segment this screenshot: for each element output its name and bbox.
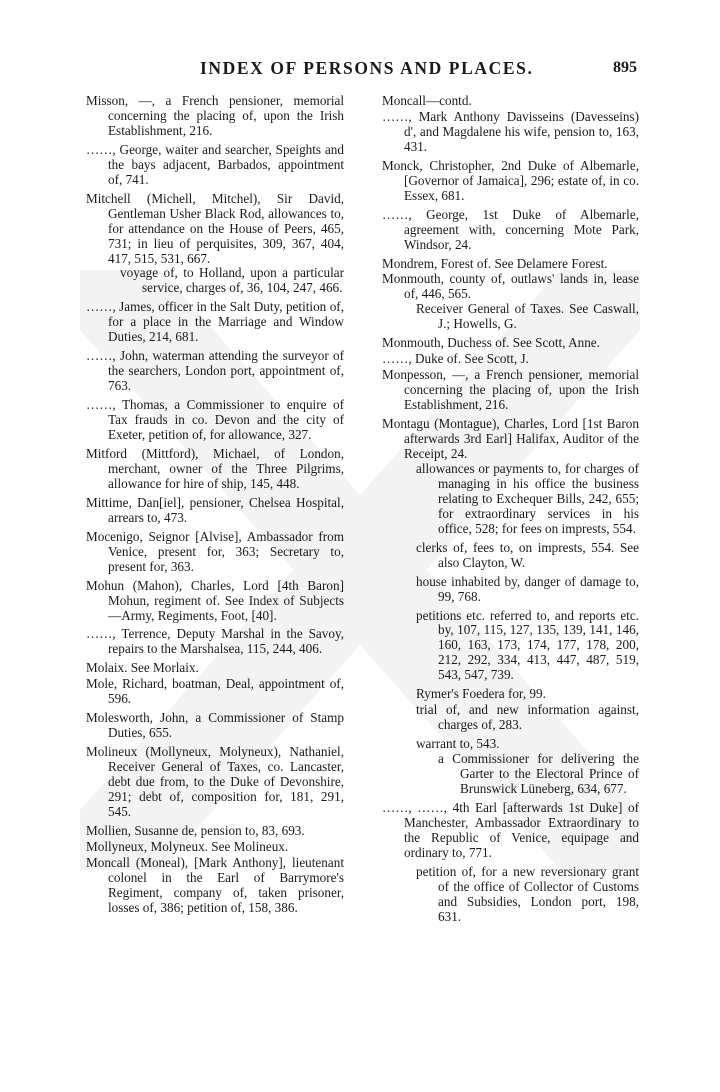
index-entry: ……, George, 1st Duke of Albemarle, agreement with, concerning Mote Park, Windsor, 24. — [382, 206, 639, 252]
index-entry: Moncall—contd. — [382, 93, 472, 108]
index-subentry: clerks of, fees to, on imprests, 554. See also Clayton, W. — [416, 539, 639, 570]
page-title: INDEX OF PERSONS AND PLACES. — [200, 58, 534, 78]
index-entry: Mittime, Dan[iel], pensioner, Chelsea Hospital, arrears to, 473. — [86, 494, 344, 525]
index-entry: Mollyneux, Molyneux. See Molineux. — [86, 838, 289, 854]
index-subentry: warrant to, 543. — [416, 736, 500, 752]
index-entry: Monpesson, —, a French pensioner, memorial concerning the placing of, upon the Irish Establishment, 216. — [382, 367, 639, 413]
index-entry: Mohun (Mahon), Charles, Lord [4th Baron] Mohun, regiment of. See Index of Subjects—Army, Regiments, Foot, [40]. — [86, 577, 344, 623]
left-column — [86, 94, 344, 920]
index-entry: Montagu (Montague), Charles, Lord [1st Baron afterwards 3rd Earl] Halifax, Auditor of the Receipt, 24. — [382, 416, 639, 461]
index-entry: Mitford (Mittford), Michael, of London, merchant, owner of the Three Pilgrims, allowance for hire of ship, 145, 448. — [86, 445, 344, 491]
index-entry: ……, James, officer in the Salt Duty, petition of, for a place in the Marriage and Window Duties, 214, 681. — [86, 299, 344, 345]
index-entry: Mollien, Susanne de, pension to, 83, 693. — [86, 822, 305, 838]
index-subentry: Rymer's Foedera for, 99. — [416, 686, 546, 702]
index-entry: Mitchell (Michell, Mitchel), Sir David, Gentleman Usher Black Rod, allowances to, for attendance on the House of Peers, 465, 731; in lieu of perquisites, 309, 367, 404, 417, 515, 531, 667. — [86, 190, 344, 266]
index-subentry: voyage of, to Holland, upon a particular service, charges of, 36, 104, 247, 466. — [120, 265, 344, 296]
index-subentry: petitions etc. referred to, and reports etc. by, 107, 115, 127, 135, 139, 141, 146, 160, 163, 173, 174, 177, 178, 200, 212, 292, 334, 413, 447, 487, 519, 543, 547, 739. — [416, 607, 639, 683]
index-subentry: allowances or payments to, for charges of managing in his office the business relating to Exchequer Bills, 242, 655; for extraordinary services in his office, 528; for fees on imprests, 554. — [416, 460, 639, 536]
index-entry: ……, ……, 4th Earl [afterwards 1st Duke] of Manchester, Ambassador Extraordinary to the Republic of Venice, equipage and ordinary to, 771. — [382, 799, 639, 860]
index-entry: Mondrem, Forest of. See Delamere Forest. — [382, 255, 608, 271]
index-entry: ……, George, waiter and searcher, Speights and the bays adjacent, Barbados, appointment of, 741. — [86, 141, 344, 187]
index-subentry: petition of, for a new reversionary grant of the office of Collector of Customs and Subsidies, London port, 198, 631. — [416, 863, 639, 924]
index-entry: Monmouth, county of, outlaws' lands in, lease of, 446, 565. — [382, 271, 639, 302]
index-entry: Molesworth, John, a Commissioner of Stamp Duties, 655. — [86, 710, 344, 741]
page-number: 895 — [613, 59, 637, 76]
index-entry: Monck, Christopher, 2nd Duke of Albemarle, [Governor of Jamaica], 296; estate of, in co. Essex, 681. — [382, 157, 639, 203]
right-column — [382, 94, 639, 929]
index-subentry: trial of, and new information against, charges of, 283. — [416, 702, 639, 733]
index-subsubentry: a Commissioner for delivering the Garter to the Electoral Prince of Brunswick Lüneberg, 634, 677. — [438, 751, 639, 796]
index-entry: ……, John, waterman attending the surveyor of the searchers, London port, appointment of, 763. — [86, 348, 344, 394]
index-entry: ……, Duke of. See Scott, J. — [382, 351, 529, 367]
index-entry: Moncall (Moneal), [Mark Anthony], lieutenant colonel in the Earl of Barrymore's Regiment, company of, taken prisoner, losses of, 386; petition of, 158, 386. — [86, 854, 344, 915]
index-entry: Molaix. See Morlaix. — [86, 660, 199, 676]
index-entry: ……, Mark Anthony Davisseins (Davesseins) d', and Magdalene his wife, pension to, 163, 431. — [382, 108, 639, 154]
index-subentry: house inhabited by, danger of damage to, 99, 768. — [416, 573, 639, 604]
index-entry: ……, Thomas, a Commissioner to enquire of Tax frauds in co. Devon and the city of Exeter, petition of, for allowance, 327. — [86, 397, 344, 443]
index-entry: Mocenigo, Seignor [Alvise], Ambassador from Venice, present for, 363; Secretary to, present for, 363. — [86, 528, 344, 574]
index-entry: Mole, Richard, boatman, Deal, appointment of, 596. — [86, 676, 344, 707]
index-entry: Molineux (Mollyneux, Molyneux), Nathaniel, Receiver General of Taxes, co. Lancaster, debt due from, to the Duke of Devonshire, 291; debt of, composition for, 181, 291, 545. — [86, 744, 344, 819]
index-subentry: Receiver General of Taxes. See Caswall, J.; Howells, G. — [416, 301, 639, 332]
index-entry: ……, Terrence, Deputy Marshal in the Savoy, repairs to the Marshalsea, 115, 244, 406. — [86, 626, 344, 657]
index-entry: Monmouth, Duchess of. See Scott, Anne. — [382, 335, 600, 351]
index-entry: Misson, —, a French pensioner, memorial concerning the placing of, upon the Irish Establishment, 216. — [86, 93, 344, 138]
page-header — [0, 58, 720, 84]
